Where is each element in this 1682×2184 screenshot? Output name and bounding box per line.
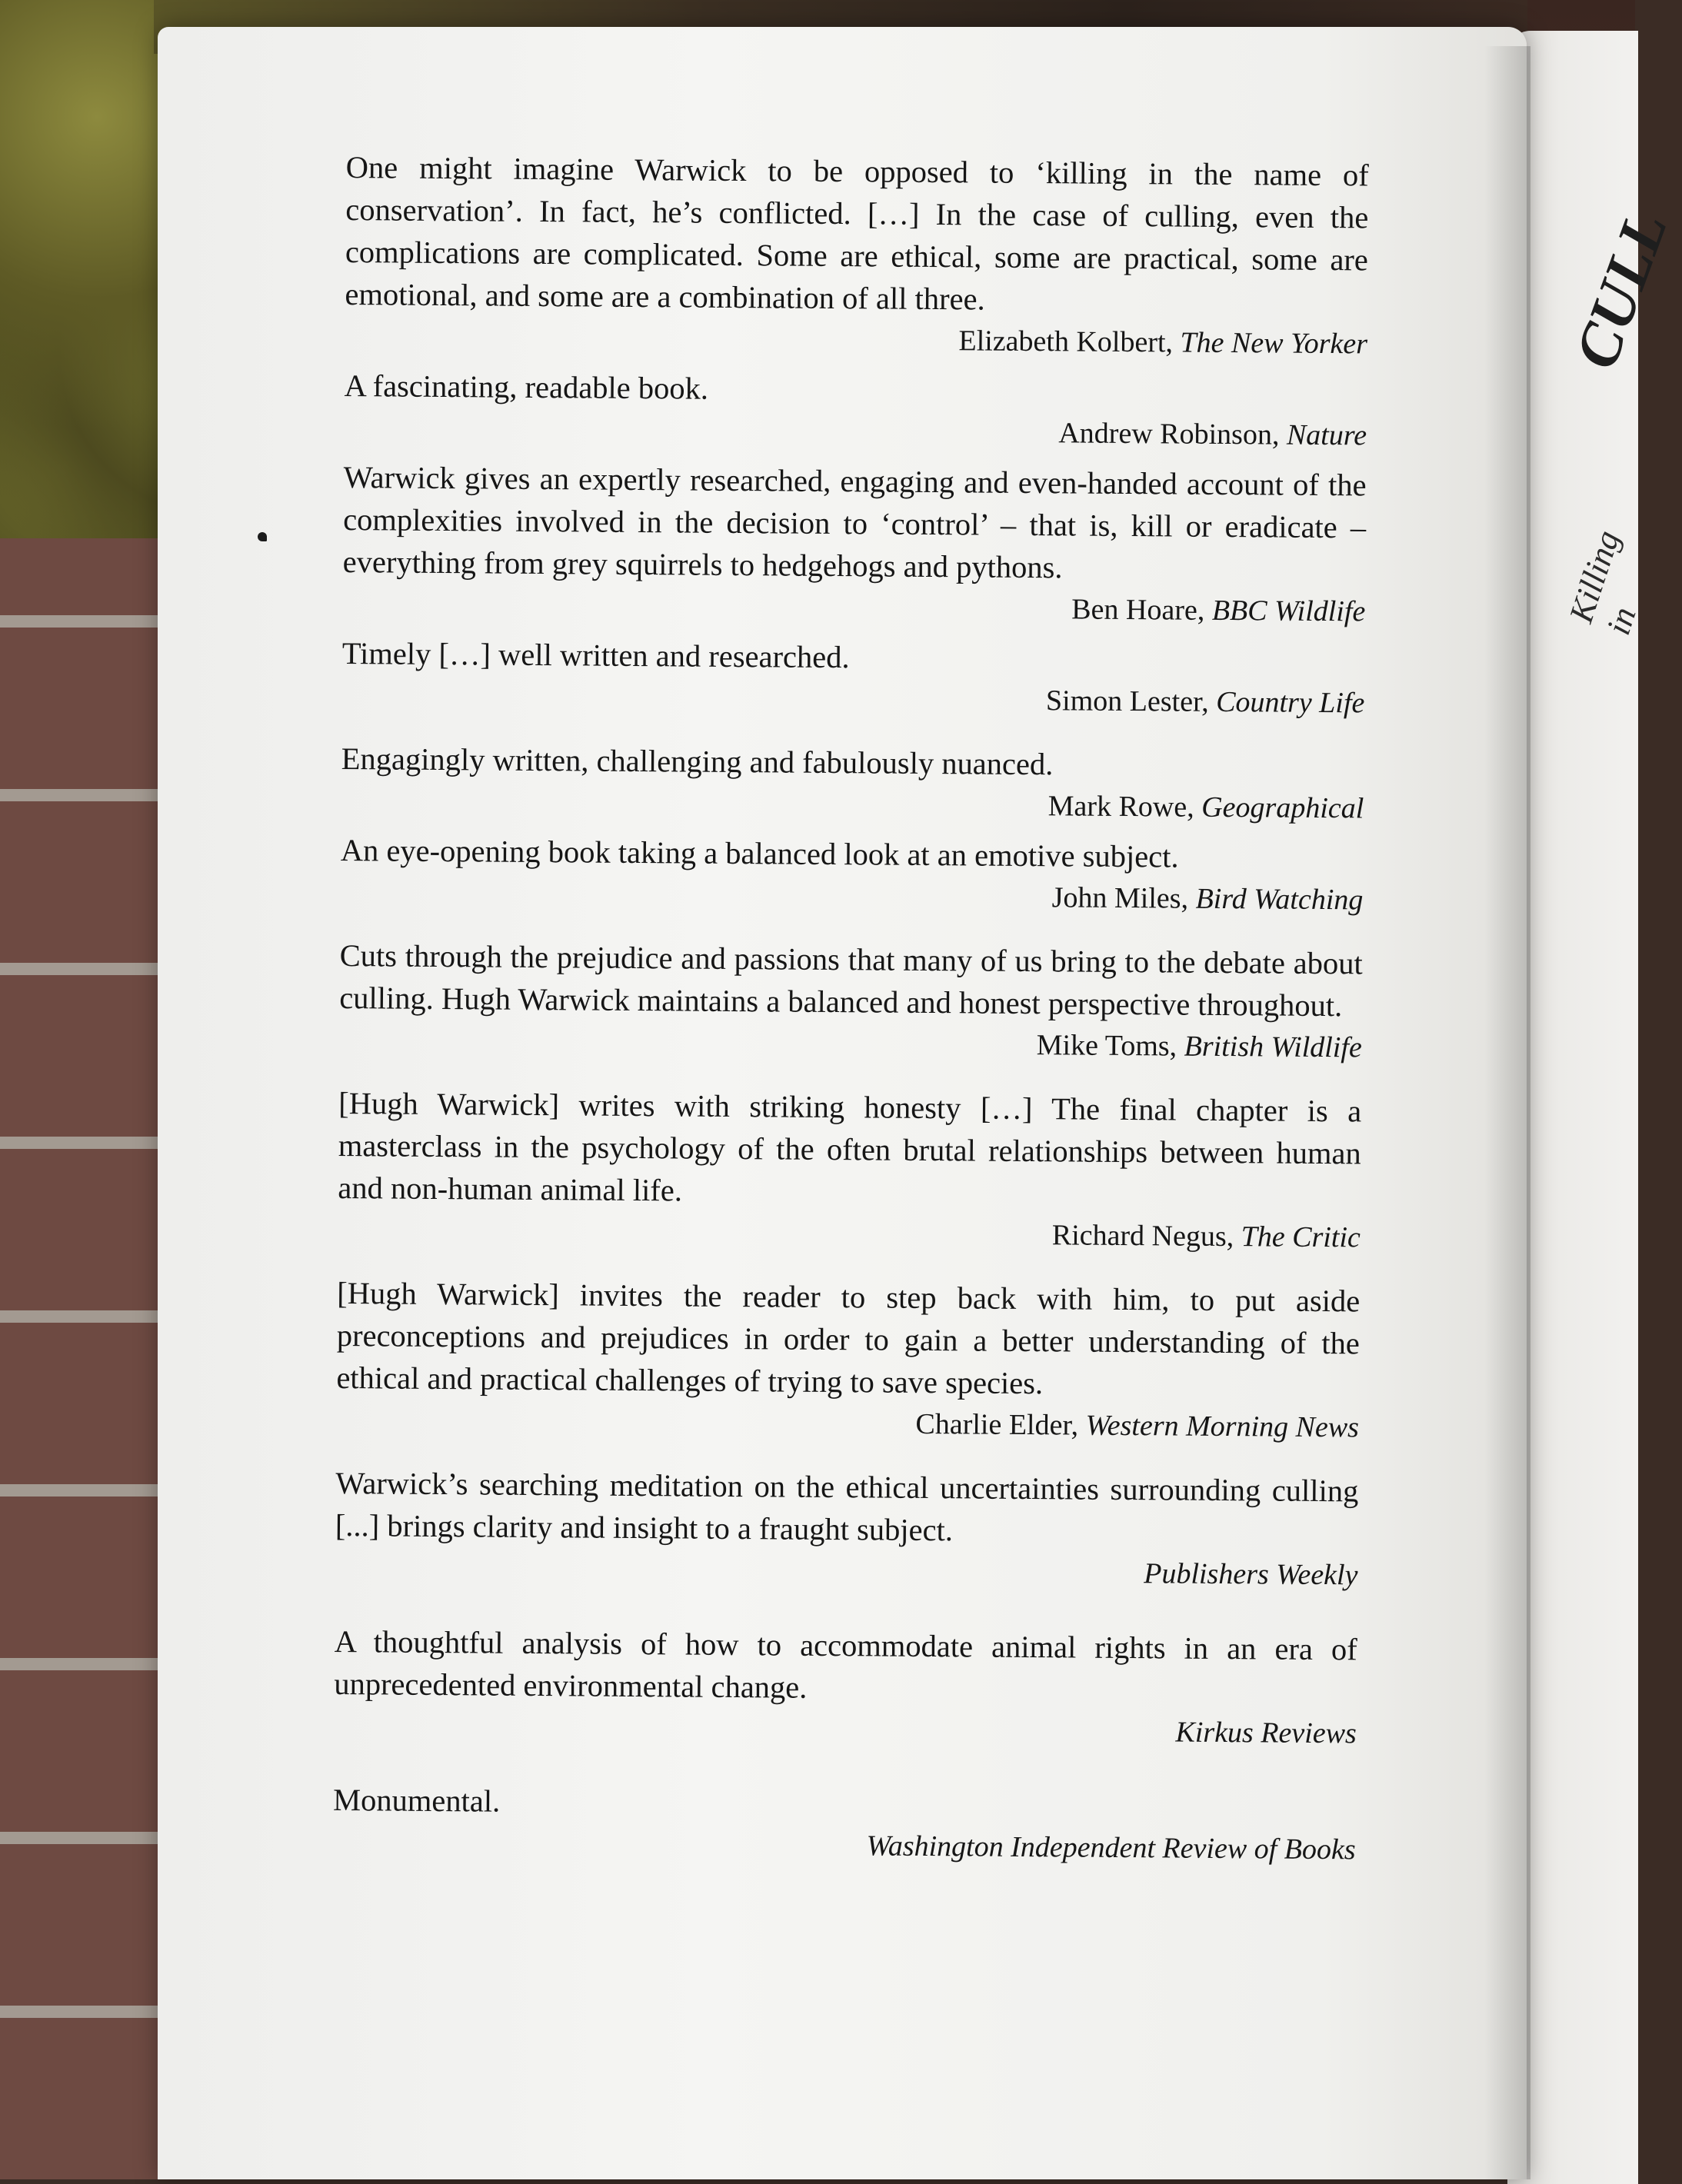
review-publication: Country Life [1216, 686, 1365, 720]
review-quote: [Hugh Warwick] invites the reader to step back with him, to put aside preconceptions and prejudices in order to gain a better understanding of the ethical and practical challenges of trying to save species. [336, 1272, 1360, 1407]
review-item [332, 1779, 1356, 1869]
review-author: Mark Rowe, [1048, 790, 1202, 824]
review-quote: A thoughtful analysis of how to accommodate animal rights in an era of unprecedented environmental change. [334, 1620, 1357, 1713]
margin-mark [258, 532, 267, 541]
review-item [344, 365, 1367, 454]
review-quote: One might imagine Warwick to be opposed to ‘killing in the name of conservation’. In fact, he’s conflicted. […] In the case of culling, even the complications are complicated. Some are ethical, some are practical, some are emotional, and some are a combination of all three. [345, 146, 1369, 323]
review-item [335, 1462, 1358, 1594]
review-author: Andrew Robinson, [1058, 417, 1287, 451]
review-publication: Bird Watching [1195, 883, 1363, 917]
review-author: Simon Lester, [1046, 684, 1216, 718]
review-quote: Engagingly written, challenging and fabulously nuanced. [341, 737, 1364, 787]
facing-page-title: CULL [1561, 203, 1682, 378]
review-quote: Cuts through the prejudice and passions that many of us bring to the debate about culling. Hugh Warwick maintains a balanced and honest perspective throughout. [339, 934, 1363, 1027]
review-author: John Miles, [1052, 881, 1196, 914]
review-item [345, 146, 1369, 363]
review-author: Charlie Elder, [915, 1408, 1085, 1442]
review-publication: Nature [1287, 419, 1367, 452]
review-publication: Western Morning News [1085, 1410, 1359, 1444]
facing-page-subtitle: Killing in [1561, 526, 1665, 640]
praise-list [332, 146, 1368, 1869]
review-quote: Warwick’s searching meditation on the ethical uncertainties surrounding culling [...] brings clarity and insight to a fraught subject. [335, 1462, 1359, 1554]
spine-shadow [1484, 46, 1530, 2179]
review-item [338, 1082, 1362, 1257]
review-item [341, 632, 1365, 722]
review-source [332, 1823, 1355, 1869]
review-author: Ben Hoare, [1071, 593, 1212, 626]
review-publication: Kirkus Reviews [1175, 1716, 1357, 1750]
review-quote: [Hugh Warwick] writes with striking honesty […] The final chapter is a masterclass in the psychology of the often brutal relationships between human and non-human animal life. [338, 1082, 1361, 1217]
review-quote: Monumental. [333, 1779, 1356, 1829]
review-item [339, 934, 1363, 1067]
review-author: Elizabeth Kolbert, [958, 325, 1180, 358]
review-quote: An eye-opening book taking a balanced look at an emotive subject. [341, 829, 1364, 879]
review-quote: A fascinating, readable book. [344, 365, 1367, 414]
review-item [342, 456, 1367, 631]
review-item [341, 737, 1364, 827]
review-item [334, 1620, 1357, 1753]
review-publication: The New Yorker [1180, 327, 1367, 361]
review-publication: British Wildlife [1184, 1030, 1362, 1064]
review-publication: Publishers Weekly [1144, 1557, 1358, 1591]
review-item [336, 1272, 1361, 1447]
review-quote: Timely […] well written and researched. [342, 632, 1365, 682]
review-item [340, 829, 1364, 919]
review-publication: The Critic [1241, 1220, 1361, 1253]
review-publication: Washington Independent Review of Books [866, 1829, 1355, 1866]
review-publication: Geographical [1201, 791, 1364, 825]
review-author: Mike Toms, [1037, 1029, 1184, 1063]
review-quote: Warwick gives an expertly researched, engaging and even-handed account of the complexities involved in the decision to ‘control’ – that is, kill or eradicate – everything from grey squirrels to hedgehogs and pythons. [343, 456, 1367, 591]
review-publication: BBC Wildlife [1212, 594, 1366, 628]
review-author: Richard Negus, [1052, 1219, 1241, 1253]
